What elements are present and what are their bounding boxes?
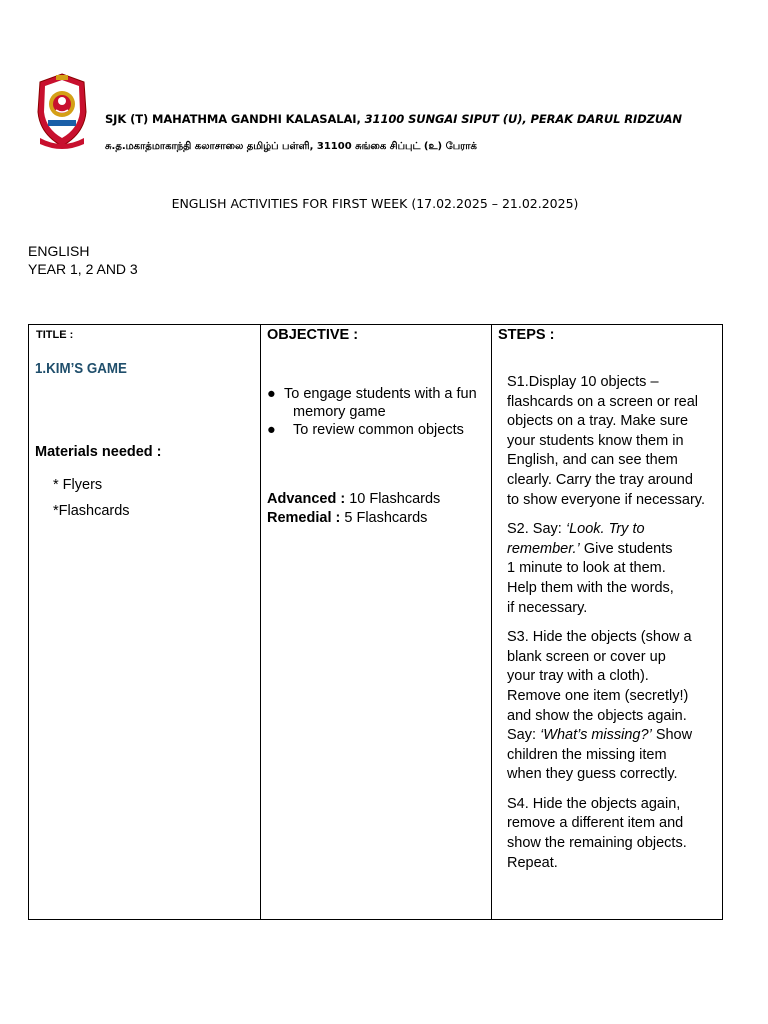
step-2: S2. Say: ‘Look. Try to remember.’ Give students 1 minute to look at them. Help them with the words, if necessary.: [507, 521, 674, 616]
title-label: TITLE :: [36, 329, 74, 341]
document-title: ENGLISH ACTIVITIES FOR FIRST WEEK (17.02.2025 – 21.02.2025): [171, 196, 579, 211]
objective-label: OBJECTIVE :: [267, 327, 359, 343]
steps-label: STEPS :: [498, 327, 555, 343]
remedial-label: Remedial :: [267, 510, 341, 526]
bullet-icon: ●: [267, 386, 276, 402]
title-cell: [29, 325, 261, 920]
school-name-tamil: சு.த.மகாத்மாகாந்தி கலாசாலை தமிழ்ப் பள்ளி, 31100 சுங்கை சிப்புட் (உ) பேராக்: [105, 141, 477, 152]
subject-name: ENGLISH: [28, 243, 90, 259]
school-address: 31100 SUNGAI SIPUT (U), PERAK DARUL RIDZUAN: [364, 112, 682, 126]
materials-label: Materials needed :: [35, 444, 162, 460]
remedial-value: 5 Flashcards: [340, 510, 428, 526]
material-item: * Flyers: [53, 477, 103, 493]
advanced-label: Advanced :: [267, 491, 346, 507]
subject-block: [28, 242, 138, 278]
objective-cell: [261, 325, 492, 920]
bullet-icon: ●: [267, 422, 276, 438]
step-1: S1.Display 10 objects – flashcards on a screen or real objects on a tray. Make sure your students know them in English, and can see them clearly. Carry the tray around to show everyone if necessary.: [507, 374, 705, 508]
steps-cell: [492, 325, 723, 920]
objective-list: [267, 385, 487, 439]
school-name-plain: SJK (T) MAHATHMA GANDHI KALASALAI,: [105, 112, 365, 126]
year-levels: YEAR 1, 2 AND 3: [28, 261, 138, 277]
school-crest-logo: [34, 72, 90, 152]
step-4: S4. Hide the objects again, remove a different item and show the remaining objects. Repeat.: [507, 795, 687, 871]
school-name: [105, 112, 682, 126]
remedial-level: [267, 510, 427, 526]
advanced-value: 10 Flashcards: [345, 491, 441, 507]
step-3: S3. Hide the objects (show a blank screen or cover up your tray with a cloth). Remove one item (secretly!) and show the objects again. Say: ‘What’s missing?’ Show children the missing item when they guess correctly.: [507, 629, 693, 783]
material-item: *Flashcards: [53, 503, 130, 519]
objective-item: ● To review common objects: [267, 422, 464, 438]
advanced-level: [267, 491, 440, 507]
game-name: 1.KIM’S GAME: [35, 361, 127, 377]
steps-list: [507, 373, 722, 883]
lesson-plan-table: [28, 324, 723, 920]
objective-item: ● To engage students with a fun memory game: [267, 386, 477, 420]
